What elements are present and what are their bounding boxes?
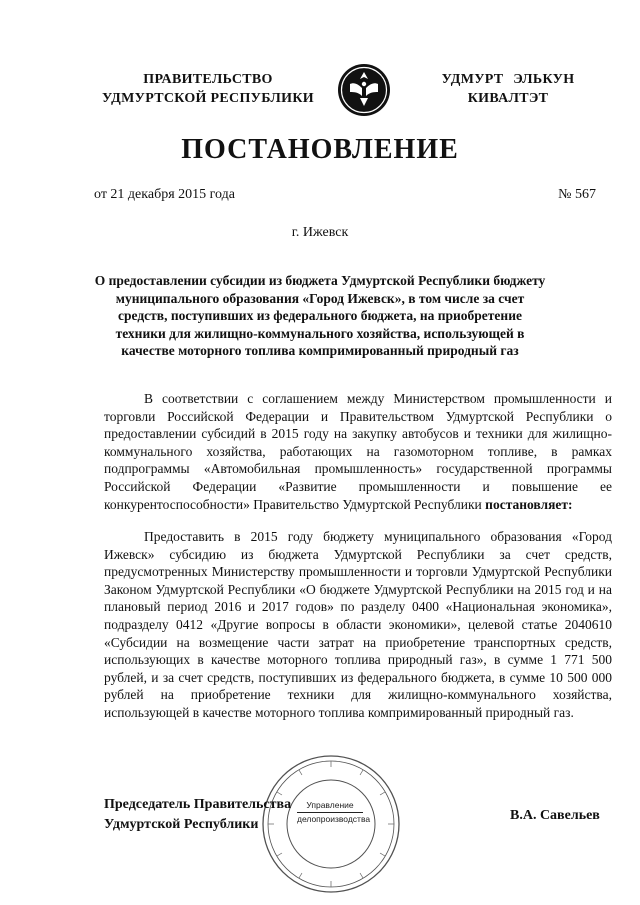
preamble-paragraph [104,390,612,513]
header-left-line1: ПРАВИТЕЛЬСТВО [143,72,273,87]
signatory-position-line2: Удмуртской Республики [104,817,259,832]
header-left-block [88,70,328,108]
document-date: от 21 декабря 2015 года [94,187,235,202]
header-right-line1: УДМУРТ ЭЛЬКУН [441,72,575,87]
preamble-text: В соответствии с соглашением между Министерством промышленности и торговли Российской Федерации и Правительством Удмуртской Республики о предоставлении субсидий в 2015 году на закупку автобусов и техники для жилищно-коммунального хозяйства, работающих на газомоторном топливе, в рамках подпрограммы «Автомобильная промышленность» государственной программы Российской Федерации «Развитие промышленности и повышение ее конкурентоспособности» Правительство Удмуртской Республики [104,391,612,512]
resolution-paragraph: Предоставить в 2015 году бюджету муниципального образования «Город Ижевск» субсидию из бюджета Удмуртской Республики за счет средств, предусмотренных Министерству промышленности и торговли Удмуртской Республики Законом Удмуртской Республики «О бюджете Удмуртской Республики на 2015 год и на плановый период 2016 и 2017 годов» по разделу 0400 «Национальная экономика», подразделу 0412 «Другие вопросы в области экономики», целевой статье 2040610 «Субсидии на возмещение части затрат на приобретение транспортных средств, использующих в качестве моторного топлива природный газ», в сумме 1 771 500 рублей, и за счет средств, поступивших из федерального бюджета, в сумме 10 500 000 рублей на приобретение техники для жилищно-коммунального хозяйства, использующей в качестве моторного топлива компримированный природный газ. [104,529,612,720]
signatory-position-line1: Председатель Правительства [104,797,292,812]
document-city: г. Ижевск [291,225,349,240]
header-left-line2: УДМУРТСКОЙ РЕСПУБЛИКИ [102,91,314,106]
udmurt-emblem-icon [336,62,392,118]
signatory-name: В.А. Савельев [510,808,600,823]
signatory-position [104,795,291,835]
document-title: ПОСТАНОВЛЕНИЕ [181,134,459,165]
stamp-text [297,800,371,827]
stamp-line1: Управление [297,800,363,813]
document-number: № 567 [558,187,596,202]
header-right-block [428,70,588,108]
stamp-line2: делопроизводства [297,814,371,824]
header-right-line2: КИВАЛТЭТ [467,91,549,106]
document-subject: О предоставлении субсидии из бюджета Удмуртской Республики бюджету муниципального образования «Город Ижевск», в том числе за счет средств, поступивших из федерального бюджета, на приобретение техники для жилищно-коммунального хозяйства, использующей в качестве моторного топлива компримированный природный газ [94,273,546,358]
decree-word: постановляет: [485,496,573,512]
